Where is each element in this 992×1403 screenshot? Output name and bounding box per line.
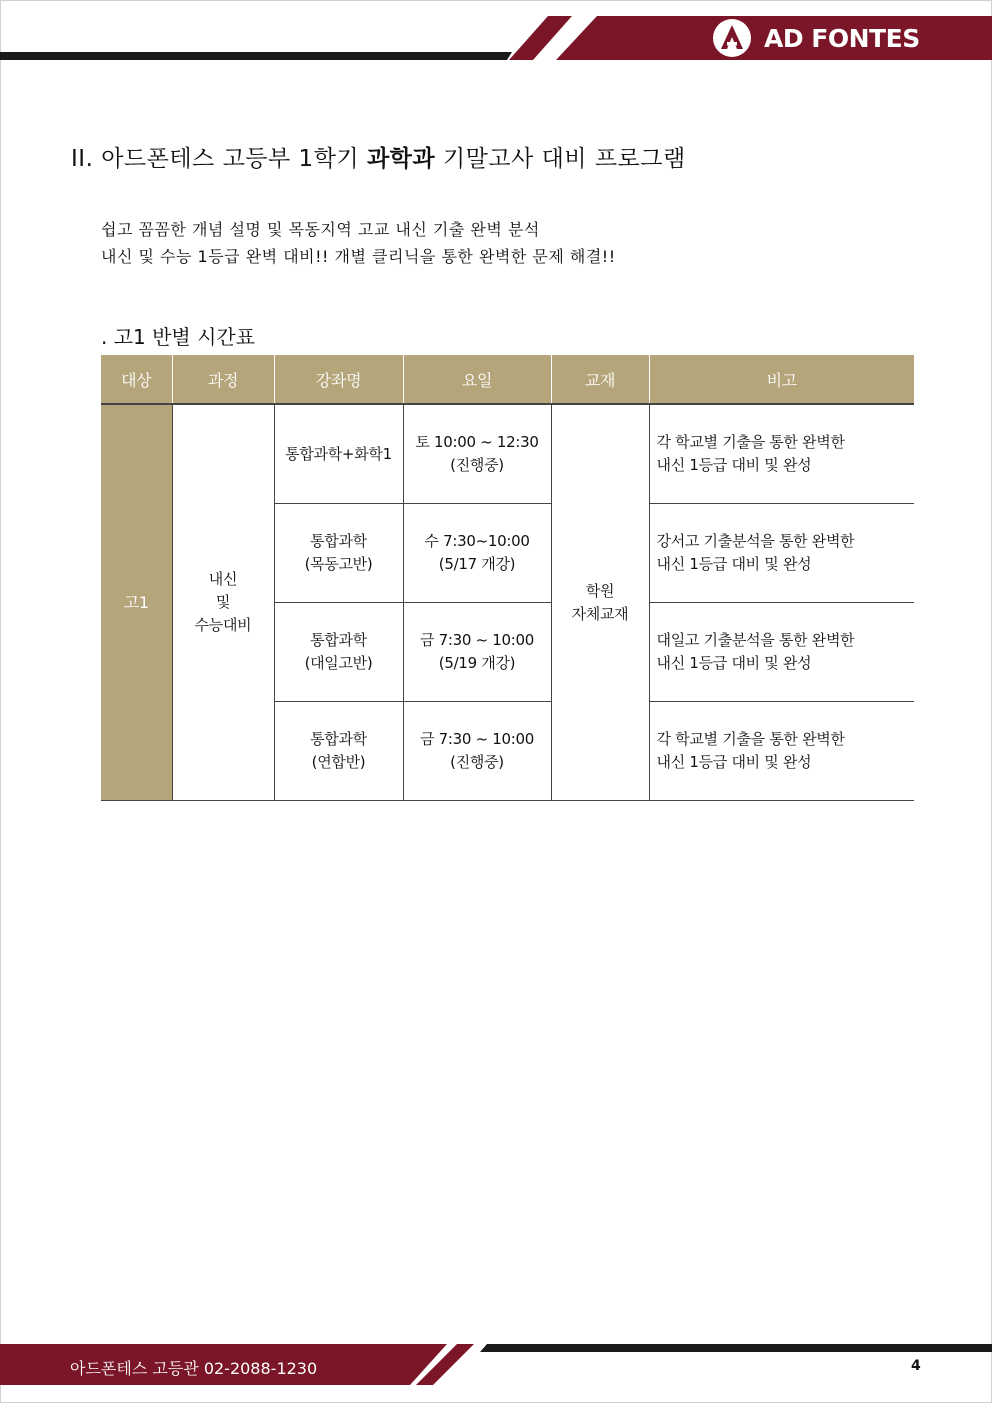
note-cell xyxy=(649,702,914,801)
table-header-row xyxy=(101,355,914,404)
table-row xyxy=(101,404,914,504)
title-subject: 과학과 xyxy=(366,146,436,172)
course-line: 및 xyxy=(215,593,231,611)
schedule-cell xyxy=(403,702,551,801)
title-prefix: II. 아드폰테스 고등부 1학기 xyxy=(71,146,367,172)
schedule-line: 수 7:30~10:00 xyxy=(424,532,530,550)
intro-line: 쉽고 꼼꼼한 개념 설명 및 목동지역 고교 내신 기출 완벽 분석 xyxy=(101,220,540,239)
class-name-line: 통합과학 xyxy=(310,730,367,748)
class-name-cell xyxy=(274,404,403,504)
course-line: 내신 xyxy=(208,570,238,588)
course-cell xyxy=(172,404,274,801)
textbook-line: 자체교재 xyxy=(571,604,629,623)
header-textbook: 교재 xyxy=(551,355,649,404)
ad-fontes-logo-icon xyxy=(712,18,752,58)
course-line: 수능대비 xyxy=(194,616,252,634)
note-line: 내신 1등급 대비 및 완성 xyxy=(656,555,812,573)
logo-text: AD FONTES xyxy=(764,23,920,53)
note-line: 내신 1등급 대비 및 완성 xyxy=(656,456,812,474)
class-name-cell xyxy=(274,603,403,702)
class-name-line: (대일고반) xyxy=(304,654,373,672)
header-target: 대상 xyxy=(101,355,172,404)
intro-text xyxy=(101,216,616,270)
schedule-status: (5/17 개강) xyxy=(438,555,516,573)
section-title xyxy=(71,140,686,173)
schedule-status: (진행중) xyxy=(450,456,504,474)
header-schedule: 요일 xyxy=(403,355,551,404)
schedule-cell xyxy=(403,504,551,603)
header-class-name: 강좌명 xyxy=(274,355,403,404)
brand-logo xyxy=(712,18,920,58)
note-cell xyxy=(649,603,914,702)
schedule-cell xyxy=(403,404,551,504)
page-number: 4 xyxy=(911,1358,921,1374)
schedule-line: 토 10:00 ~ 12:30 xyxy=(415,433,539,451)
class-name-line: (연합반) xyxy=(311,753,366,771)
target-cell: 고1 xyxy=(101,404,172,801)
note-line: 내신 1등급 대비 및 완성 xyxy=(656,654,812,672)
schedule-cell xyxy=(403,603,551,702)
class-name-cell xyxy=(274,702,403,801)
timetable-heading: . 고1 반별 시간표 xyxy=(101,325,256,349)
note-line: 각 학교별 기출을 통한 완벽한 xyxy=(656,730,845,748)
header-note: 비고 xyxy=(649,355,914,404)
header-course: 과정 xyxy=(172,355,274,404)
title-suffix: 기말고사 대비 프로그램 xyxy=(435,146,686,172)
note-line: 강서고 기출분석을 통한 완벽한 xyxy=(656,532,855,550)
note-line: 각 학교별 기출을 통한 완벽한 xyxy=(656,433,845,451)
note-cell xyxy=(649,404,914,504)
schedule-status: (5/19 개강) xyxy=(438,654,516,672)
schedule-line: 금 7:30 ~ 10:00 xyxy=(419,730,535,748)
timetable xyxy=(101,355,914,801)
class-name-line: 통합과학 xyxy=(310,631,367,649)
intro-line: 내신 및 수능 1등급 완벽 대비!! 개별 클리닉을 통한 완벽한 문제 해결!! xyxy=(101,247,616,266)
note-line: 대일고 기출분석을 통한 완벽한 xyxy=(656,631,855,649)
schedule-line: 금 7:30 ~ 10:00 xyxy=(419,631,535,649)
schedule-status: (진행중) xyxy=(450,753,504,771)
class-name-line: 통합과학 xyxy=(310,532,367,550)
class-name-cell xyxy=(274,504,403,603)
class-name-line: 통합과학+화학1 xyxy=(285,444,392,463)
textbook-line: 학원 xyxy=(585,581,615,600)
class-name-line: (목동고반) xyxy=(304,555,373,573)
note-line: 내신 1등급 대비 및 완성 xyxy=(656,753,812,771)
note-cell xyxy=(649,504,914,603)
textbook-cell xyxy=(551,404,649,801)
footer-contact: 아드폰테스 고등관 02-2088-1230 xyxy=(70,1359,318,1378)
